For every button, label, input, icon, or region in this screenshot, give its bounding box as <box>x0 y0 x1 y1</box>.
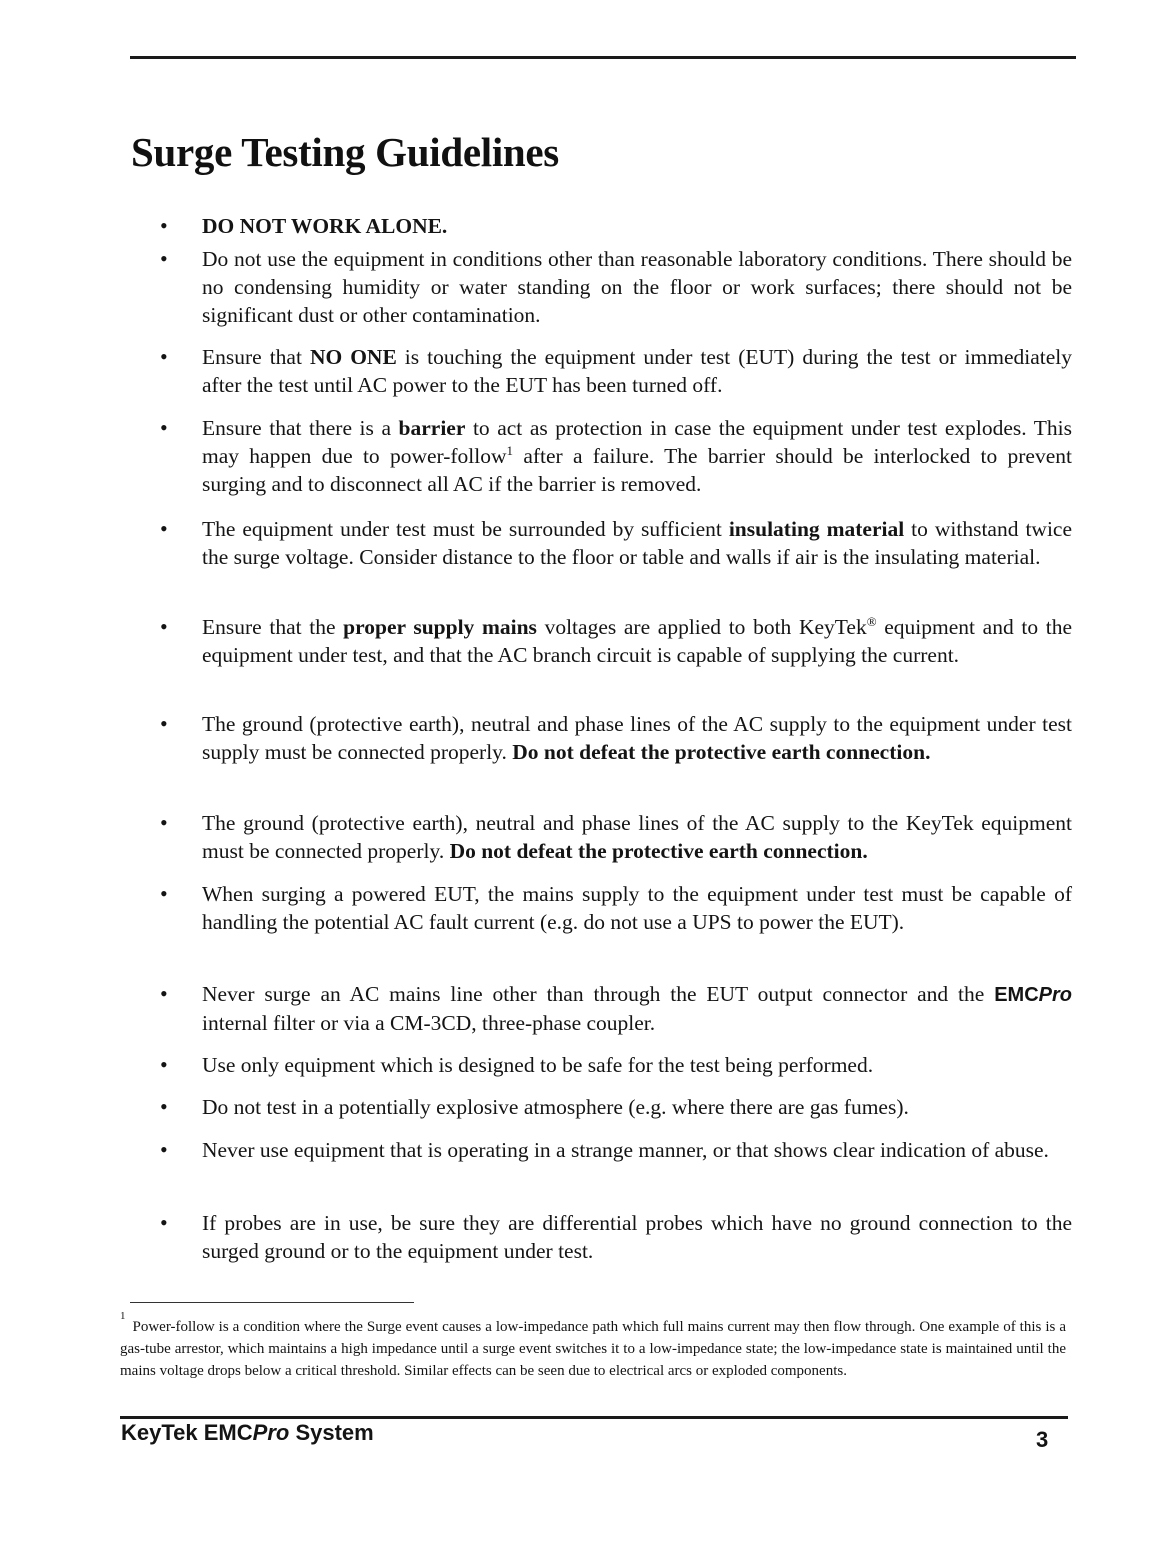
guideline-item <box>160 980 1072 1037</box>
text-run: Do not use the equipment in conditions other than reasonable laboratory conditions. There should be no condensing humidity or water standing on the floor or work surfaces; there should not be significant dust or other contamination. <box>202 247 1072 327</box>
text-run: Ensure that <box>202 345 310 369</box>
guideline-text <box>202 613 1072 669</box>
bullet-icon: • <box>160 614 168 639</box>
footnote-text: Power-follow is a condition where the Surge event causes a low-impedance path which full mains current may then flow through. One example of this is a gas-tube arrestor, which maintains a high impedance until a surge event switches it to a low-impedance state; the low-impedance state is maintained until the mains voltage drops below a critical threshold. Similar effects can be seen due to electrical arcs or exploded components. <box>120 1319 1066 1379</box>
text-run: Pro <box>1038 984 1072 1006</box>
text-run: Ensure that the <box>202 615 344 639</box>
guideline-text <box>202 710 1072 766</box>
bullet-icon: • <box>160 246 168 271</box>
guideline-text <box>202 1209 1072 1265</box>
bullet-icon: • <box>160 344 168 369</box>
text-run: DO NOT WORK ALONE. <box>202 214 448 238</box>
text-run: to act as protection in case the equipment under test explodes. This may happen due to power-follow <box>202 416 1072 468</box>
header-rule <box>130 56 1076 59</box>
guideline-item <box>160 1136 1072 1164</box>
text-run: Do not defeat the protective earth connection. <box>449 839 868 863</box>
guideline-text <box>202 515 1072 571</box>
guideline-text <box>202 880 1072 936</box>
footnote <box>120 1310 1066 1382</box>
guideline-item <box>160 212 1072 240</box>
text-run: after a failure. The barrier should be interlocked to prevent surging and to disconnect all AC if the barrier is removed. <box>202 444 1072 496</box>
guideline-item <box>160 343 1072 399</box>
page-title: Surge Testing Guidelines <box>131 129 559 175</box>
guideline-item <box>160 1209 1072 1265</box>
text-run: internal filter or via a CM-3CD, three-phase coupler. <box>202 1011 656 1035</box>
guideline-item <box>160 710 1072 766</box>
text-run: Do not defeat the protective earth connection. <box>512 740 931 764</box>
guideline-text <box>202 980 1072 1037</box>
text-run: to withstand twice the surge voltage. Consider distance to the floor or table and walls if air is the insulating material. <box>202 517 1073 569</box>
text-run: EMC <box>994 984 1039 1006</box>
text-run: Ensure that there is a <box>202 416 399 440</box>
text-run: The ground (protective earth), neutral and phase lines of the AC supply to the equipment under test supply must be connected properly. <box>202 712 1072 764</box>
guideline-item <box>160 515 1072 571</box>
guideline-text <box>202 809 1072 865</box>
bullet-icon: • <box>160 981 168 1006</box>
text-run: Never surge an AC mains line other than through the EUT output connector and the <box>202 982 995 1006</box>
guideline-item <box>160 613 1072 669</box>
footer-product-name: KeyTek EMCPro System <box>121 1420 374 1445</box>
guideline-item <box>160 414 1072 498</box>
footnote-mark: 1 <box>120 1310 126 1322</box>
text-run: insulating material <box>728 517 905 541</box>
bullet-icon: • <box>160 881 168 906</box>
text-run: equipment and to the equipment under test, and that the AC branch circuit is capable of supplying the current. <box>202 615 1072 667</box>
guideline-text <box>202 1051 1072 1079</box>
text-run: NO ONE <box>309 345 397 369</box>
text-run: 1 <box>506 442 514 458</box>
page-number: 3 <box>1036 1427 1049 1452</box>
text-run: ® <box>866 613 877 629</box>
text-run: Do not test in a potentially explosive atmosphere (e.g. where there are gas fumes). <box>202 1095 909 1119</box>
text-run: The ground (protective earth), neutral and phase lines of the AC supply to the KeyTek equipment must be connected properly. <box>202 811 1072 863</box>
guideline-text <box>202 212 1072 240</box>
text-run: proper supply mains <box>343 615 537 639</box>
text-run: Never use equipment that is operating in a strange manner, or that shows clear indication of abuse. <box>202 1138 1049 1162</box>
bullet-icon: • <box>160 415 168 440</box>
bullet-icon: • <box>160 1210 168 1235</box>
text-run: barrier <box>398 416 466 440</box>
text-run: When surging a powered EUT, the mains supply to the equipment under test must be capable of handling the potential AC fault current (e.g. do not use a UPS to power the EUT). <box>202 882 1072 934</box>
text-run: voltages are applied to both KeyTek <box>536 615 867 639</box>
bullet-icon: • <box>160 213 168 238</box>
guideline-item <box>160 1093 1072 1121</box>
guideline-text <box>202 245 1072 329</box>
text-run: is touching the equipment under test (EUT) during the test or immediately after the test until AC power to the EUT has been turned off. <box>202 345 1072 397</box>
guideline-item <box>160 809 1072 865</box>
guideline-text <box>202 1136 1072 1164</box>
text-run: The equipment under test must be surrounded by sufficient <box>202 517 729 541</box>
bullet-icon: • <box>160 711 168 736</box>
footer-rule <box>120 1416 1068 1419</box>
guideline-item <box>160 245 1072 329</box>
bullet-icon: • <box>160 1052 168 1077</box>
guideline-text <box>202 343 1072 399</box>
bullet-icon: • <box>160 1137 168 1162</box>
bullet-icon: • <box>160 1094 168 1119</box>
text-run: If probes are in use, be sure they are differential probes which have no ground connection to the surged ground or to the equipment under test. <box>202 1211 1072 1263</box>
guideline-text <box>202 414 1072 498</box>
text-run: Use only equipment which is designed to be safe for the test being performed. <box>202 1053 874 1077</box>
guideline-item <box>160 1051 1072 1079</box>
guideline-text <box>202 1093 1072 1121</box>
bullet-icon: • <box>160 810 168 835</box>
bullet-icon: • <box>160 516 168 541</box>
guideline-item <box>160 880 1072 936</box>
footnote-rule <box>130 1302 414 1303</box>
